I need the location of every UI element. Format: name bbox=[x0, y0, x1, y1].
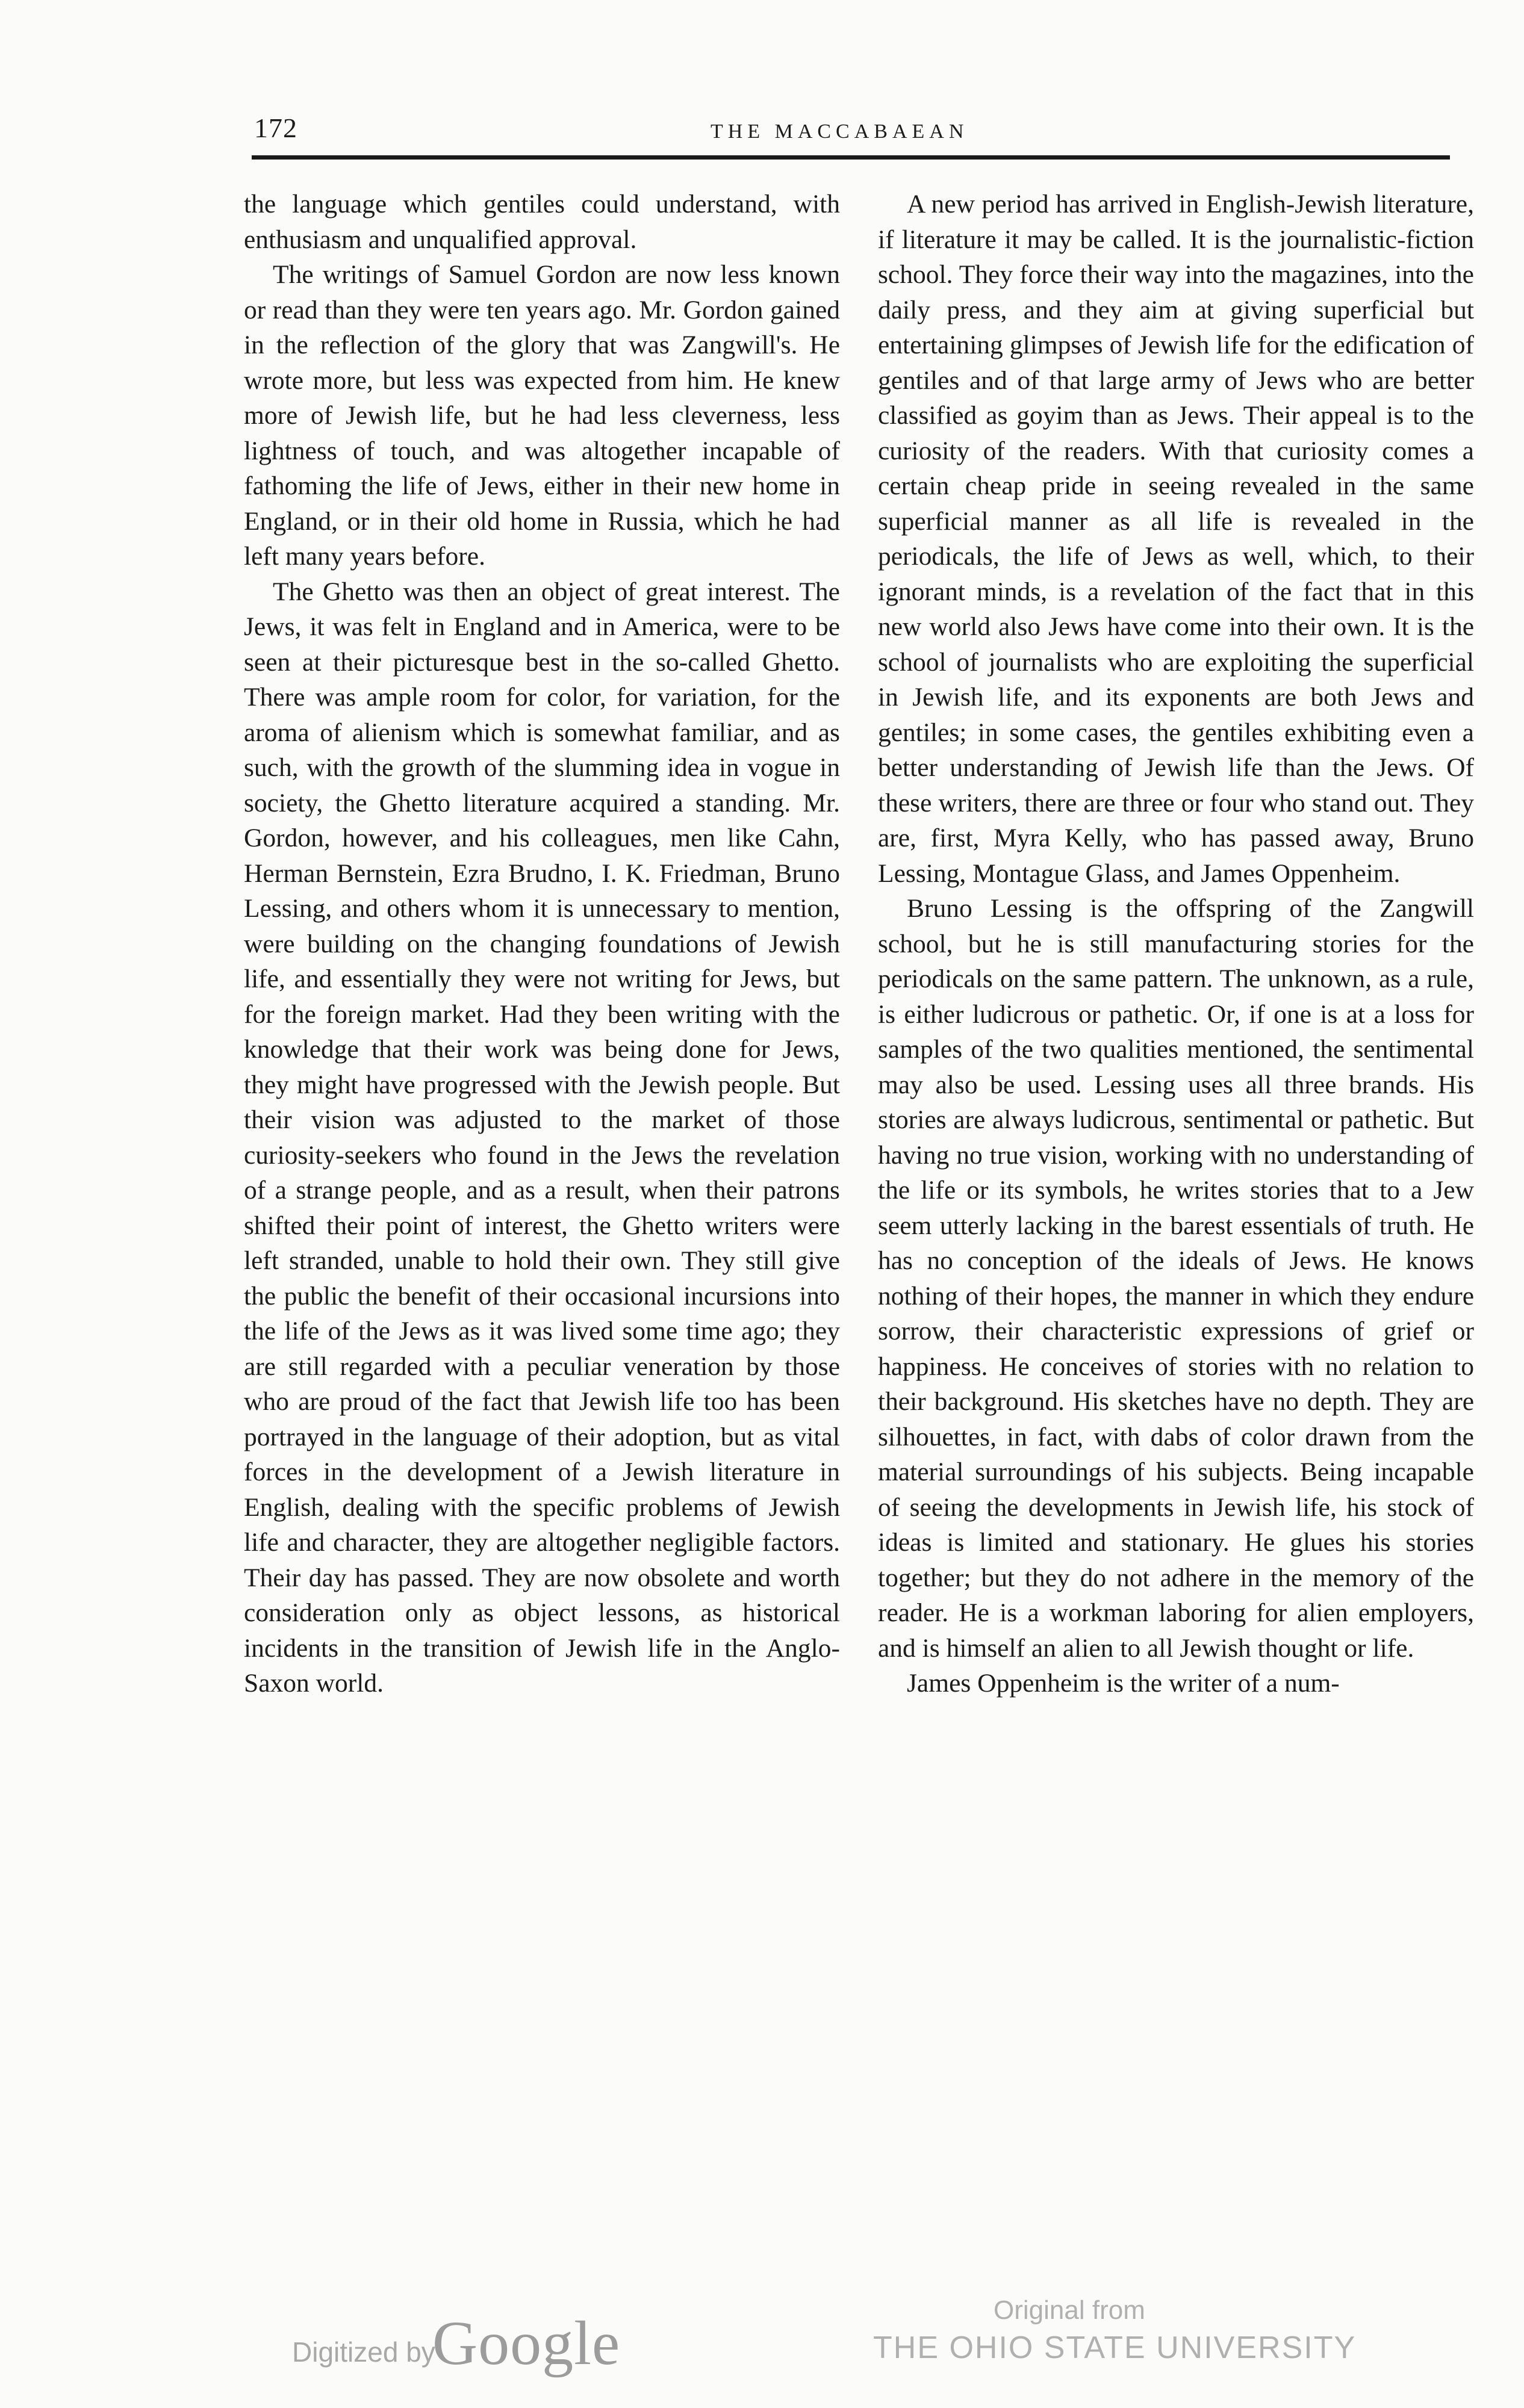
left-column bbox=[244, 187, 840, 1701]
original-from-label: Original from bbox=[994, 2295, 1145, 2325]
page-number: 172 bbox=[254, 113, 297, 143]
digitization-footer bbox=[0, 2279, 1524, 2408]
header-rule bbox=[252, 155, 1450, 160]
running-head: THE MACCABAEAN bbox=[711, 120, 969, 143]
digitized-by-label: Digitized by bbox=[292, 2336, 435, 2368]
right-column bbox=[878, 187, 1474, 1701]
paragraph: The writings of Samuel Gordon are now less known or read than they were ten years ago. Mr. Gordon gained in the reflection of the glory that was Zangwill's. He wrote more, but less was expected from him. He knew more of Jewish life, but he had less cleverness, less lightness of touch, and was altogether incapable of fathoming the life of Jews, either in their new home in England, or in their old home in Russia, which he had left many years before. bbox=[244, 260, 840, 571]
paragraph: Bruno Lessing is the offspring of the Zangwill school, but he is still manufacturing stories for the periodicals on the same pattern. The unknown, as a rule, is either ludicrous or pathetic. Or, if one is at a loss for samples of the two qualities mentioned, the sentimental may also be used. Lessing uses all three brands. His stories are always ludicrous, sentimental or pathetic. But having no true vision, working with no understanding of the life or its symbols, he writes stories that to a Jew seem utterly lacking in the barest essentials of truth. He has no conception of the ideals of Jews. He knows nothing of their hopes, the manner in which they endure sorrow, their characteristic expressions of grief or happiness. He conceives of stories with no relation to their background. His sketches have no depth. They are silhouettes, in fact, with dabs of color drawn from the material surroundings of his subjects. Being incapable of seeing the developments in Jewish life, his stock of ideas is limited and stationary. He glues his stories together; but they do not adhere in the memory of the reader. He is a workman laboring for alien employers, and is himself an alien to all Jewish thought or life. bbox=[878, 894, 1474, 1663]
paragraph: the language which gentiles could understand, with enthusiasm and unqualified approval. bbox=[244, 190, 840, 254]
paragraph: A new period has arrived in English-Jewish literature, if literature it may be called. It is the journalistic-fiction school. They force their way into the magazines, into the daily press, and they aim at giving superficial but entertaining glimpses of Jewish life for the edification of gentiles and of that large army of Jews who are better classified as goyim than as Jews. Their appeal is to the curiosity of the readers. With that curiosity comes a certain cheap pride in seeing revealed in the same superficial manner as all life is revealed in the periodicals, the life of Jews as well, which, to their ignorant minds, is a revelation of the fact that in this new world also Jews have come into their own. It is the school of journalists who are exploiting the superficial in Jewish life, and its exponents are both Jews and gentiles; in some cases, the gentiles exhibiting even a better understanding of Jewish life than the Jews. Of these writers, there are three or four who stand out. They are, first, Myra Kelly, who has passed away, Bruno Lessing, Montague Glass, and James Oppenheim. bbox=[878, 190, 1474, 888]
institution-name: THE OHIO STATE UNIVERSITY bbox=[873, 2330, 1357, 2365]
paragraph: James Oppenheim is the writer of a num- bbox=[907, 1669, 1340, 1698]
google-logo: Google bbox=[432, 2309, 621, 2378]
paragraph: The Ghetto was then an object of great interest. The Jews, it was felt in England and in America, were to be seen at their picturesque best in the so-called Ghetto. There was ample room for color, for variation, for the aroma of alienism which is somewhat familiar, and as such, with the growth of the slumming idea in vogue in society, the Ghetto literature acquired a standing. Mr. Gordon, however, and his colleagues, men like Cahn, Herman Bernstein, Ezra Brudno, I. K. Friedman, Bruno Lessing, and others whom it is unnecessary to mention, were building on the changing foundations of Jewish life, and essentially they were not writing for Jews, but for the foreign market. Had they been writing with the knowledge that their work was being done for Jews, they might have progressed with the Jewish people. But their vision was adjusted to the market of those curiosity-seekers who found in the Jews the revelation of a strange people, and as a result, when their patrons shifted their point of interest, the Ghetto writers were left stranded, unable to hold their own. They still give the public the benefit of their occasional incursions into the life of the Jews as it was lived some time ago; they are still regarded with a peculiar veneration by those who are proud of the fact that Jewish life too has been portrayed in the language of their adoption, but as vital forces in the development of a Jewish literature in English, dealing with the specific problems of Jewish life and character, they are altogether negligible factors. Their day has passed. They are now obsolete and worth consideration only as object lessons, as historical incidents in the transition of Jewish life in the Anglo-Saxon world. bbox=[244, 577, 840, 1698]
